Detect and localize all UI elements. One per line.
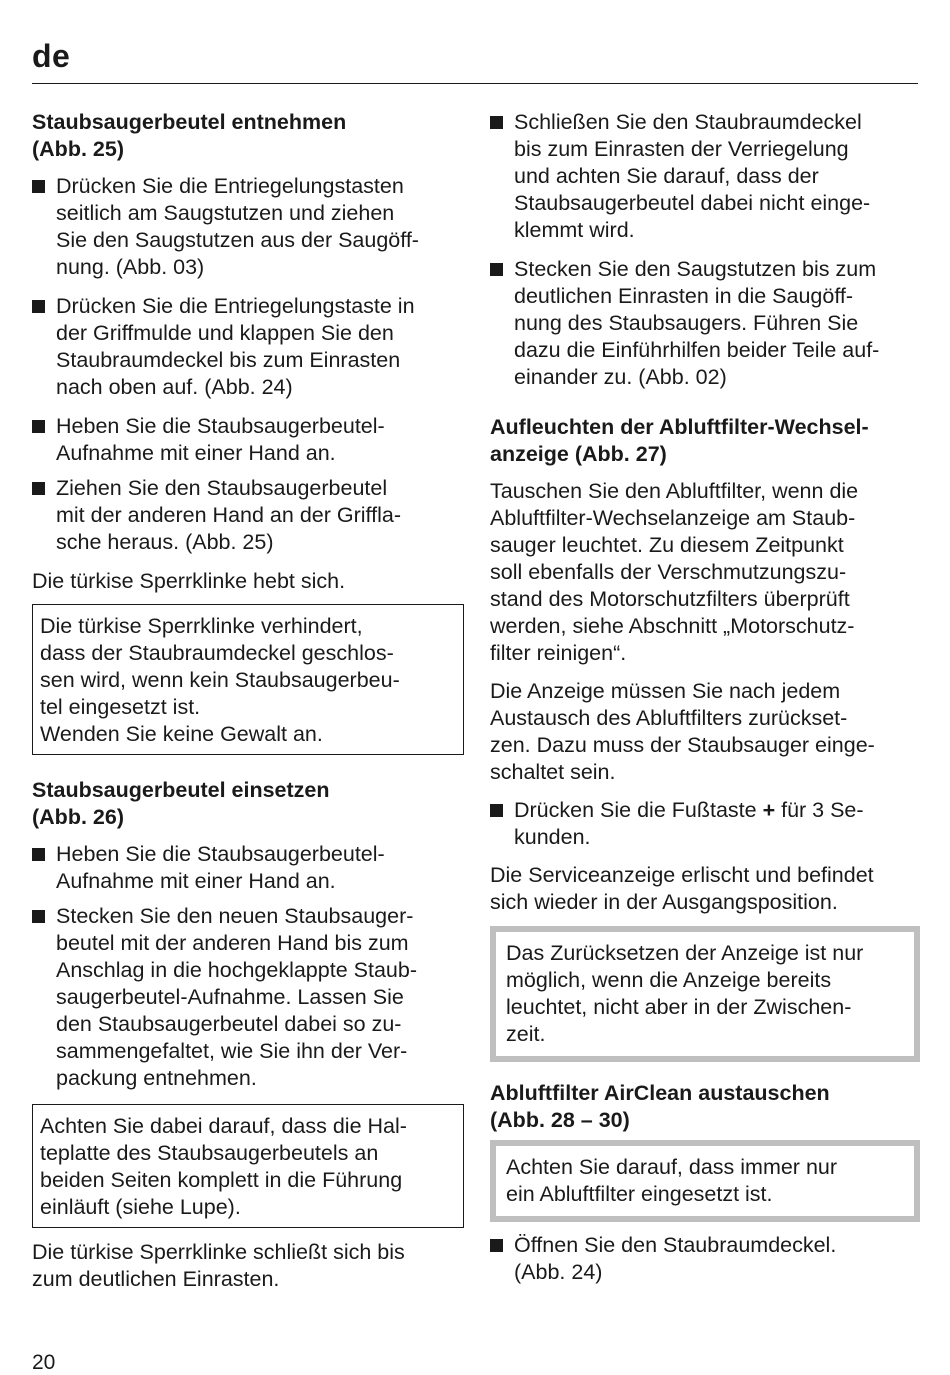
- square-bullet-icon: [32, 482, 45, 495]
- info-box: [490, 1140, 920, 1222]
- section-title-line: (Abb. 26): [32, 805, 124, 829]
- text-line: klemmt wird.: [514, 218, 635, 242]
- square-bullet-icon: [32, 180, 45, 193]
- left-column: [32, 109, 464, 1293]
- square-bullet-icon: [32, 910, 45, 923]
- section-title-line: Abluftfilter AirClean austauschen: [490, 1081, 830, 1105]
- note-box: [32, 604, 464, 755]
- text-line: Wenden Sie keine Gewalt an.: [40, 722, 323, 746]
- text-line: Sie den Saugstutzen aus der Saugöff-: [56, 228, 419, 252]
- text-line: dazu die Einführhilfen beider Teile auf-: [514, 338, 880, 362]
- text-line: packung entnehmen.: [56, 1066, 257, 1090]
- text-line: filter reinigen“.: [490, 641, 627, 665]
- text-line: nach oben auf. (Abb. 24): [56, 375, 293, 399]
- section-title-remove-bag: [32, 109, 464, 163]
- paragraph: [490, 678, 920, 786]
- list-item: [32, 903, 464, 1092]
- square-bullet-icon: [490, 1239, 503, 1252]
- square-bullet-icon: [32, 420, 45, 433]
- text-line: stand des Motorschutzfilters überprüft: [490, 587, 850, 611]
- result-text: [32, 1239, 464, 1293]
- text-line: Staubraumdeckel bis zum Einrasten: [56, 348, 401, 372]
- text-line: mit der anderen Hand an der Griffla-: [56, 503, 401, 527]
- section-title-replace-filter: [490, 1080, 920, 1134]
- paragraph: [490, 862, 920, 916]
- text-line: Aufnahme mit einer Hand an.: [56, 441, 336, 465]
- text-line: einläuft (siehe Lupe).: [40, 1195, 241, 1219]
- text-line: sen wird, wenn kein Staubsaugerbeu-: [40, 668, 400, 692]
- text-line: Achten Sie darauf, dass immer nur: [506, 1155, 838, 1179]
- text-line: sauger leuchtet. Zu diesem Zeitpunkt: [490, 533, 844, 557]
- plus-key-symbol: +: [762, 798, 776, 822]
- text-line: leuchtet, nicht aber in der Zwischen-: [506, 995, 852, 1019]
- text-line: Heben Sie die Staubsaugerbeutel-: [56, 414, 385, 438]
- text-line: Schließen Sie den Staubraumdeckel: [514, 110, 862, 134]
- text-line: Stecken Sie den Saugstutzen bis zum: [514, 257, 877, 281]
- list-item: [490, 109, 920, 244]
- text-line: sche heraus. (Abb. 25): [56, 530, 274, 554]
- text-line: sich wieder in der Ausgangsposition.: [490, 890, 838, 914]
- info-box: [490, 926, 920, 1062]
- text-line: Anschlag in die hochgeklappte Staub-: [56, 958, 417, 982]
- list-item: [490, 797, 920, 851]
- text-line: beutel mit der anderen Hand bis zum: [56, 931, 409, 955]
- text-line: den Staubsaugerbeutel dabei so zu-: [56, 1012, 402, 1036]
- text-line: Ziehen Sie den Staubsaugerbeutel: [56, 476, 388, 500]
- note-box: [32, 1104, 464, 1228]
- text-line: einander zu. (Abb. 02): [514, 365, 727, 389]
- header-divider: [32, 83, 918, 84]
- text-line: Die türkise Sperrklinke schließt sich bis: [32, 1240, 405, 1264]
- page-number: 20: [32, 1351, 56, 1374]
- text-line: dass der Staubraumdeckel geschlos-: [40, 641, 394, 665]
- text-line: bis zum Einrasten der Verriegelung: [514, 137, 849, 161]
- section-title-line: Staubsaugerbeutel entnehmen: [32, 110, 347, 134]
- right-column: [490, 109, 920, 1286]
- text-line: zen. Dazu muss der Staubsauger einge-: [490, 733, 875, 757]
- section-title-filter-indicator: [490, 414, 920, 468]
- text-line: deutlichen Einrasten in die Saugöff-: [514, 284, 854, 308]
- text-line: Staubsaugerbeutel dabei nicht einge-: [514, 191, 871, 215]
- square-bullet-icon: [490, 804, 503, 817]
- text-line: soll ebenfalls der Verschmutzungszu-: [490, 560, 847, 584]
- text-line: werden, siehe Abschnitt „Motorschutz-: [490, 614, 855, 638]
- section-title-line: (Abb. 28 – 30): [490, 1108, 630, 1132]
- text-line: beiden Seiten komplett in die Führung: [40, 1168, 403, 1192]
- text-line: Drücken Sie die Entriegelungstasten: [56, 174, 404, 198]
- text-line: Öffnen Sie den Staubraumdeckel.: [514, 1233, 837, 1257]
- result-text: Die türkise Sperrklinke hebt sich.: [32, 569, 346, 593]
- language-code: de: [32, 38, 71, 74]
- text-line: Aufnahme mit einer Hand an.: [56, 869, 336, 893]
- list-item: [32, 173, 464, 281]
- text-line: und achten Sie darauf, dass der: [514, 164, 819, 188]
- square-bullet-icon: [490, 116, 503, 129]
- paragraph: [490, 478, 920, 667]
- list-item: [490, 256, 920, 391]
- square-bullet-icon: [32, 300, 45, 313]
- text-line: kunden.: [514, 825, 591, 849]
- text-line: Das Zurücksetzen der Anzeige ist nur: [506, 941, 864, 965]
- text-line: (Abb. 24): [514, 1260, 603, 1284]
- text-line: Achten Sie dabei darauf, dass die Hal-: [40, 1114, 407, 1138]
- section-title-line: (Abb. 25): [32, 137, 124, 161]
- section-title-line: Staubsaugerbeutel einsetzen: [32, 778, 330, 802]
- section-title-line: anzeige (Abb. 27): [490, 442, 667, 466]
- text-line: zum deutlichen Einrasten.: [32, 1267, 280, 1291]
- list-item: [32, 413, 464, 467]
- text-line: sammengefaltet, wie Sie ihn der Ver-: [56, 1039, 408, 1063]
- section-title-line: Aufleuchten der Abluftfilter-Wechsel-: [490, 415, 869, 439]
- text-line: seitlich am Saugstutzen und ziehen: [56, 201, 395, 225]
- text-line: möglich, wenn die Anzeige bereits: [506, 968, 832, 992]
- text-line: Heben Sie die Staubsaugerbeutel-: [56, 842, 385, 866]
- text-line: Austausch des Abluftfilters zurückset-: [490, 706, 848, 730]
- list-item: [32, 841, 464, 895]
- text-line: Abluftfilter-Wechselanzeige am Staub-: [490, 506, 856, 530]
- square-bullet-icon: [32, 848, 45, 861]
- text-line: der Griffmulde und klappen Sie den: [56, 321, 394, 345]
- section-title-insert-bag: [32, 777, 464, 831]
- text-line: Drücken Sie die Entriegelungstaste in: [56, 294, 415, 318]
- text-line: ein Abluftfilter eingesetzt ist.: [506, 1182, 773, 1206]
- square-bullet-icon: [490, 263, 503, 276]
- text-line: schaltet sein.: [490, 760, 616, 784]
- text-line: Stecken Sie den neuen Staubsauger-: [56, 904, 414, 928]
- text-line: nung. (Abb. 03): [56, 255, 205, 279]
- list-item: [32, 293, 464, 401]
- text-line: saugerbeutel-Aufnahme. Lassen Sie: [56, 985, 404, 1009]
- text-line: Drücken Sie die Fußtaste + für 3 Se-: [514, 798, 864, 822]
- list-item: [32, 475, 464, 556]
- text-line: teplatte des Staubsaugerbeutels an: [40, 1141, 379, 1165]
- text-line: Die türkise Sperrklinke verhindert,: [40, 614, 363, 638]
- text-line: tel eingesetzt ist.: [40, 695, 201, 719]
- text-line: Die Serviceanzeige erlischt und befindet: [490, 863, 874, 887]
- text-line: Die Anzeige müssen Sie nach jedem: [490, 679, 841, 703]
- list-item: [490, 1232, 920, 1286]
- text-line: Tauschen Sie den Abluftfilter, wenn die: [490, 479, 859, 503]
- text-line: zeit.: [506, 1022, 546, 1046]
- text-line: nung des Staubsaugers. Führen Sie: [514, 311, 859, 335]
